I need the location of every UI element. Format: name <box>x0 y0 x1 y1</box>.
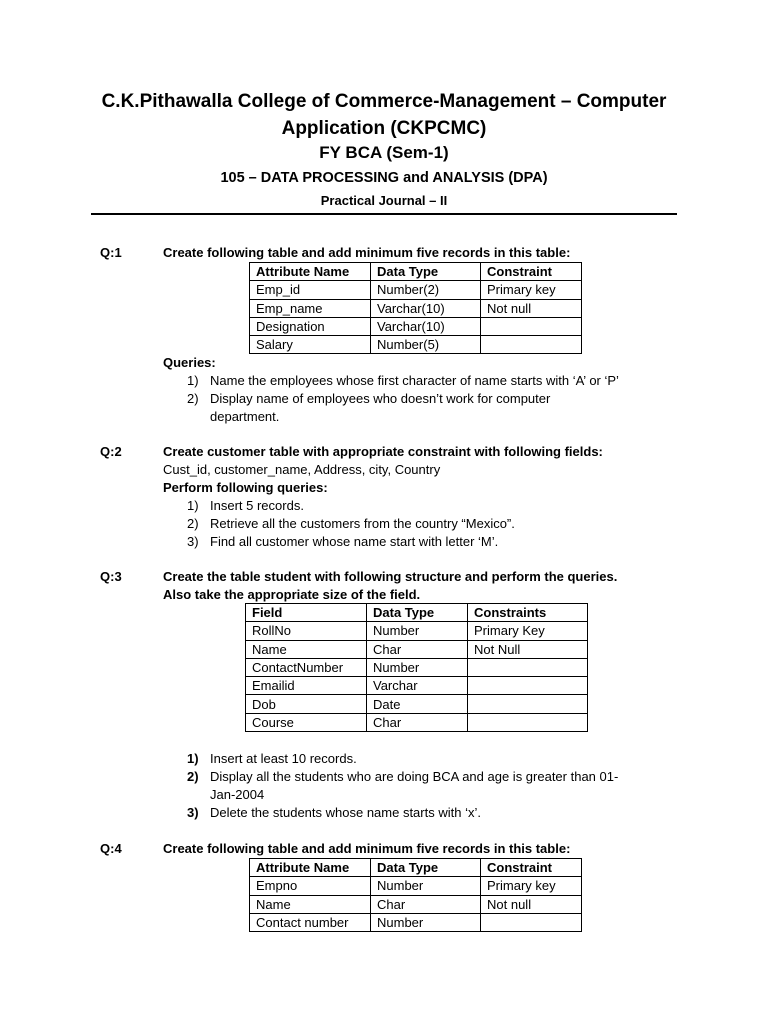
table-cell: Char <box>371 895 481 913</box>
q4-label: Q:4 <box>100 841 122 856</box>
q2-perform-label: Perform following queries: <box>163 480 328 495</box>
table-row <box>250 913 582 931</box>
q1-queries-label: Queries: <box>163 355 216 370</box>
table-cell: Char <box>367 713 468 731</box>
list-number: 2) <box>187 769 199 784</box>
list-number: 1) <box>187 373 199 388</box>
q1-table <box>249 262 582 354</box>
table-cell: Contact number <box>250 913 371 931</box>
list-text: Delete the students whose name starts with ‘x’. <box>210 805 481 820</box>
column-header: Field <box>246 604 367 622</box>
list-text: Jan-2004 <box>210 787 265 802</box>
column-header: Attribute Name <box>250 263 371 281</box>
list-number: 2) <box>187 391 199 406</box>
list-number: 3) <box>187 534 199 549</box>
list-text: Retrieve all the customers from the country “Mexico”. <box>210 516 515 531</box>
table-cell: Not null <box>481 299 582 317</box>
table-row <box>246 713 588 731</box>
table-cell: Not null <box>481 895 582 913</box>
table-cell: RollNo <box>246 622 367 640</box>
table-cell: Designation <box>250 317 371 335</box>
table-cell: Primary key <box>481 281 582 299</box>
list-text: Insert 5 records. <box>210 498 304 513</box>
subject-title: 105 – DATA PROCESSING and ANALYSIS (DPA) <box>220 170 548 186</box>
table-cell: Varchar <box>367 677 468 695</box>
q1-prompt: Create following table and add minimum five records in this table: <box>163 245 571 260</box>
list-text: department. <box>210 409 280 424</box>
table-cell: Number(2) <box>371 281 481 299</box>
q4-prompt: Create following table and add minimum five records in this table: <box>163 841 571 856</box>
list-number: 1) <box>187 751 199 766</box>
table-cell: ContactNumber <box>246 658 367 676</box>
table-row <box>250 877 582 895</box>
college-name-line2: Application (CKPCMC) <box>281 118 487 139</box>
college-name-line1: C.K.Pithawalla College of Commerce-Management – Computer <box>101 91 667 112</box>
table-header-row <box>246 604 588 622</box>
table-cell: Number <box>371 913 481 931</box>
table-row <box>246 640 588 658</box>
q3-prompt-line2: Also take the appropriate size of the field. <box>163 587 421 602</box>
table-cell <box>468 677 588 695</box>
table-header-row <box>250 859 582 877</box>
table-cell <box>481 913 582 931</box>
table-cell: Dob <box>246 695 367 713</box>
column-header: Constraint <box>481 859 582 877</box>
column-header: Constraints <box>468 604 588 622</box>
table-cell <box>468 695 588 713</box>
column-header: Attribute Name <box>250 859 371 877</box>
table-row <box>250 317 582 335</box>
header-divider <box>91 213 677 215</box>
table-header-row <box>250 263 582 281</box>
table-cell: Emp_name <box>250 299 371 317</box>
q2-fields: Cust_id, customer_name, Address, city, Country <box>163 462 441 477</box>
table-cell: Date <box>367 695 468 713</box>
q2-prompt: Create customer table with appropriate constraint with following fields: <box>163 444 603 459</box>
table-cell <box>468 713 588 731</box>
table-cell: Name <box>246 640 367 658</box>
list-text: Display all the students who are doing BCA and age is greater than 01- <box>210 769 619 784</box>
table-cell: Empno <box>250 877 371 895</box>
table-cell: Number(5) <box>371 336 481 354</box>
q4-table <box>249 858 582 932</box>
q2-label: Q:2 <box>100 444 122 459</box>
list-number: 3) <box>187 805 199 820</box>
table-row <box>246 622 588 640</box>
list-number: 1) <box>187 498 199 513</box>
table-cell: Primary key <box>481 877 582 895</box>
table-cell: Number <box>367 622 468 640</box>
table-cell: Varchar(10) <box>371 317 481 335</box>
table-cell: Number <box>371 877 481 895</box>
table-row <box>246 695 588 713</box>
table-cell <box>481 336 582 354</box>
q3-table <box>245 603 588 732</box>
table-row <box>246 677 588 695</box>
column-header: Data Type <box>367 604 468 622</box>
list-text: Find all customer whose name start with letter ‘M’. <box>210 534 499 549</box>
table-cell <box>468 658 588 676</box>
table-cell: Name <box>250 895 371 913</box>
q1-label: Q:1 <box>100 245 122 260</box>
list-number: 2) <box>187 516 199 531</box>
table-cell: Not Null <box>468 640 588 658</box>
column-header: Constraint <box>481 263 582 281</box>
table-row <box>250 281 582 299</box>
table-cell: Salary <box>250 336 371 354</box>
journal-title: Practical Journal – II <box>320 193 448 208</box>
table-cell: Emp_id <box>250 281 371 299</box>
column-header: Data Type <box>371 263 481 281</box>
table-cell: Primary Key <box>468 622 588 640</box>
table-cell: Char <box>367 640 468 658</box>
list-text: Name the employees whose first character of name starts with ‘A’ or ‘P’ <box>210 373 619 388</box>
table-cell: Course <box>246 713 367 731</box>
list-text: Insert at least 10 records. <box>210 751 357 766</box>
table-cell: Number <box>367 658 468 676</box>
table-row <box>250 299 582 317</box>
column-header: Data Type <box>371 859 481 877</box>
list-text: Display name of employees who doesn’t work for computer <box>210 391 551 406</box>
table-cell <box>481 317 582 335</box>
class-title: FY BCA (Sem-1) <box>319 143 449 162</box>
table-row <box>246 658 588 676</box>
q3-prompt-line1: Create the table student with following structure and perform the queries. <box>163 569 618 584</box>
table-row <box>250 895 582 913</box>
table-row <box>250 336 582 354</box>
q3-label: Q:3 <box>100 569 122 584</box>
table-cell: Emailid <box>246 677 367 695</box>
table-cell: Varchar(10) <box>371 299 481 317</box>
